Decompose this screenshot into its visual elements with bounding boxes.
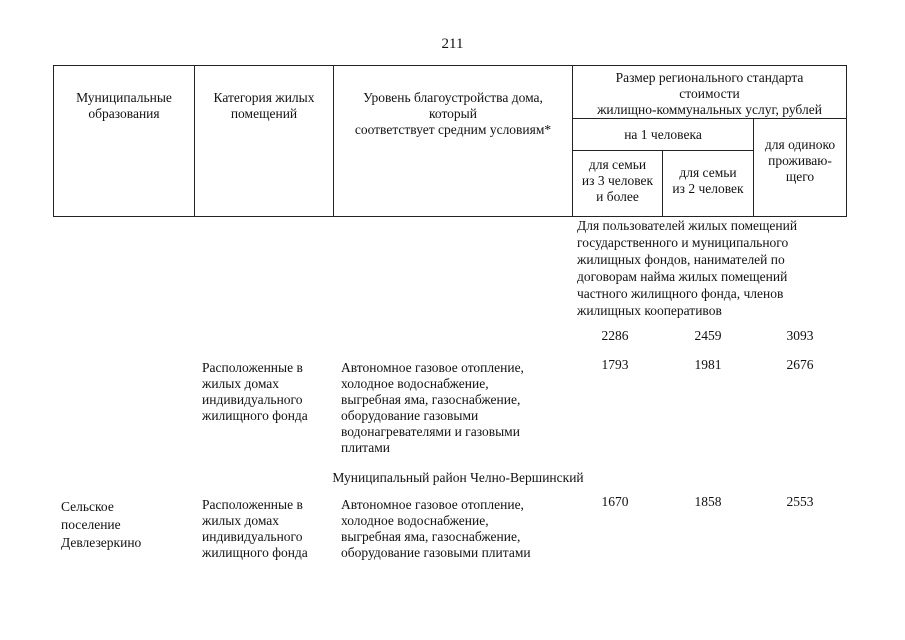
value-single-3: 2553 xyxy=(786,494,814,509)
header-family2-cell xyxy=(663,151,754,217)
value-family2-1: 2459 xyxy=(694,328,722,343)
header-level: Уровень благоустройства дома, который соответствует средним условиям* xyxy=(354,90,552,137)
header-category: Категория жилых помещений xyxy=(213,90,315,121)
value-family2-2: 1981 xyxy=(694,357,722,372)
header-single-cell xyxy=(754,119,847,217)
value-family3-3: 1670 xyxy=(601,494,629,509)
header-single: для одиноко проживаю- щего xyxy=(764,137,836,184)
value-single-2: 2676 xyxy=(786,357,814,372)
header-category-cell xyxy=(195,66,334,217)
header-municipality: Муниципальные образования xyxy=(76,90,172,121)
row2-category: Расположенные в жилых домах индивидуального жилищного фонда xyxy=(202,360,308,423)
header-family2: для семьи из 2 человек xyxy=(672,165,744,196)
row3-municipality: Сельское поселение Девлезеркино xyxy=(61,499,142,550)
header-standard-cell xyxy=(573,66,847,119)
row3-category: Расположенные в жилых домах индивидуального жилищного фонда xyxy=(202,497,308,560)
table-header xyxy=(53,65,847,217)
header-family3-cell xyxy=(573,151,663,217)
header-per-person: на 1 человека xyxy=(624,126,702,142)
header-standard: Размер регионального стандарта стоимости жилищно-коммунальных услуг, рублей xyxy=(597,70,822,117)
page-number: 211 xyxy=(441,36,464,52)
row2-level: Автономное газовое отопление, холодное водоснабжение, выгребная яма, газоснабжение, оборудование газовыми водонагревателями и газовыми плитами xyxy=(341,360,524,455)
header-family3: для семьи из 3 человек и более xyxy=(581,157,654,204)
value-single-1: 3093 xyxy=(786,328,814,343)
value-family3-2: 1793 xyxy=(601,357,629,372)
users-note: Для пользователей жилых помещений государственного и муниципального жилищных фондов, нанимателей по договорам найма жилых помещений частного жилищного фонда, членов жилищных кооперативов xyxy=(577,218,798,318)
row3-level: Автономное газовое отопление, холодное водоснабжение, выгребная яма, газоснабжение, оборудование газовыми плитами xyxy=(341,497,531,560)
header-level-cell xyxy=(334,66,573,217)
header-per-person-cell xyxy=(573,119,754,151)
district-title: Муниципальный район Челно-Вершинский xyxy=(332,470,584,485)
value-family3-1: 2286 xyxy=(601,328,629,343)
value-family2-3: 1858 xyxy=(694,494,722,509)
header-municipality-cell xyxy=(54,66,195,217)
